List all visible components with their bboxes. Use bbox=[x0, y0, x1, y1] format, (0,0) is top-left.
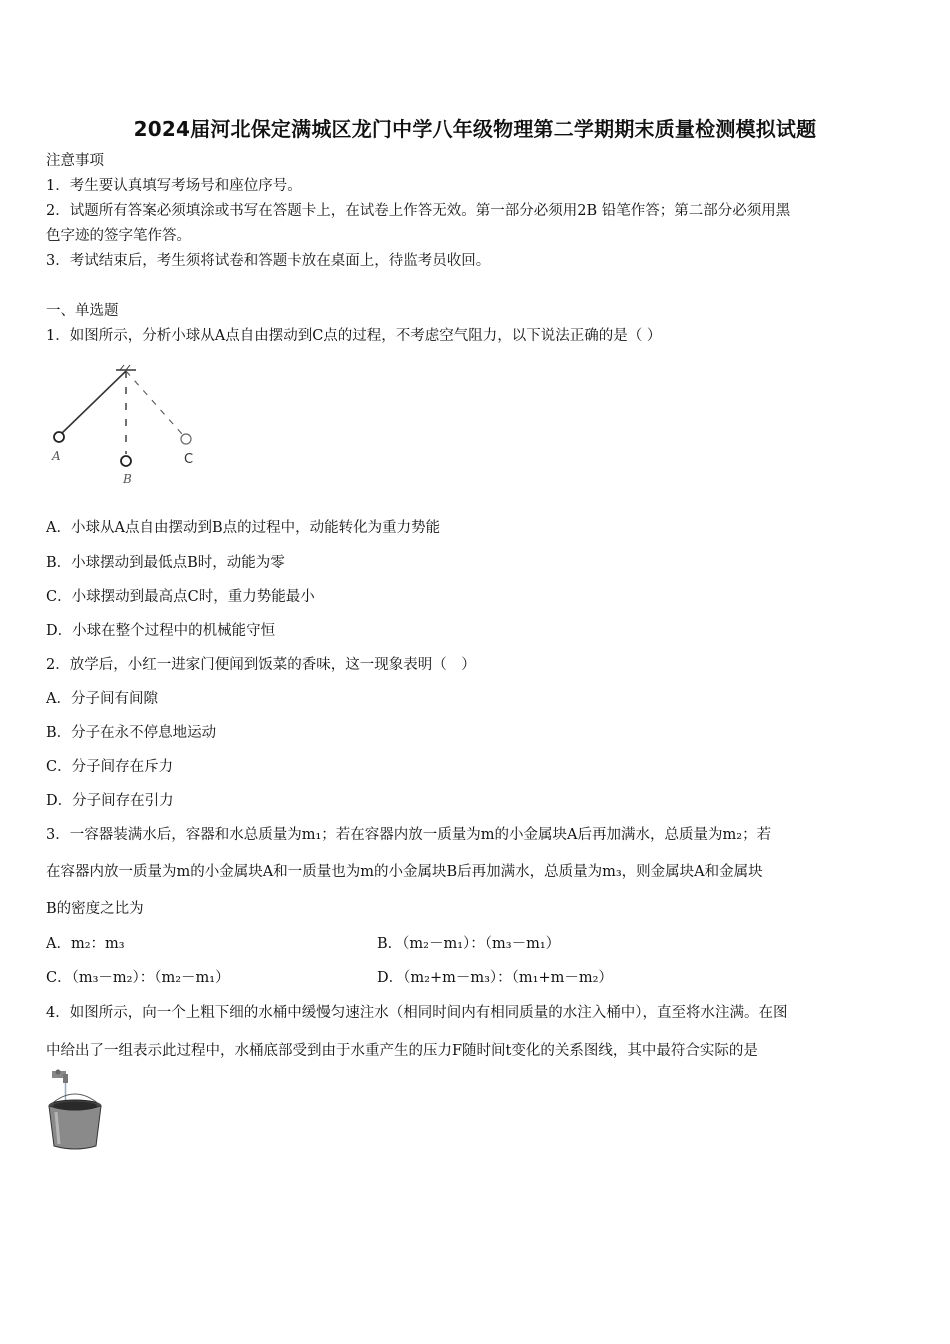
pendulum-figure bbox=[44, 362, 204, 486]
label-c: C bbox=[184, 452, 194, 467]
q1-option-c: C．小球摆动到最高点C时，重力势能最小 bbox=[46, 589, 315, 605]
q3-option-b: B．（m₂－m₁）：（m₃－m₁） bbox=[377, 936, 561, 952]
label-b: B bbox=[123, 472, 132, 486]
q2-option-d: D．分子间存在引力 bbox=[46, 793, 174, 809]
question-4-line: 4．如图所示，向一个上粗下细的水桶中缓慢匀速注水（相同时间内有相同质量的水注入桶中），直至将水注满。在图 bbox=[46, 1005, 788, 1021]
notice-item: 色字迹的签字笔作答。 bbox=[46, 228, 191, 244]
ball-c bbox=[181, 434, 191, 444]
notice-item: 3．考试结束后，考生须将试卷和答题卡放在桌面上，待监考员收回。 bbox=[46, 253, 491, 269]
ball-b bbox=[121, 456, 131, 466]
q2-option-c: C．分子间存在斥力 bbox=[46, 759, 174, 775]
page-title: 2024届河北保定满城区龙门中学八年级物理第二学期期末质量检测模拟试题 bbox=[133, 117, 817, 141]
notice-item: 2．试题所有答案必须填涂或书写在答题卡上，在试卷上作答无效。第一部分必须用2B 铅笔作答；第二部分必须用黑 bbox=[46, 203, 791, 219]
question-3-line: B的密度之比为 bbox=[46, 901, 144, 917]
bucket-figure bbox=[44, 1068, 106, 1152]
question-3-line: 在容器内放一质量为m的小金属块A和一质量也为m的小金属块B后再加满水，总质量为m₃，则金属块A和金属块 bbox=[46, 864, 763, 880]
q3-option-a: A．m₂：m₃ bbox=[46, 936, 125, 952]
q3-option-d: D．（m₂+m－m₃）：（m₁+m－m₂） bbox=[377, 970, 613, 986]
notice-heading: 注意事项 bbox=[46, 153, 104, 169]
q3-option-c: C．（m₃－m₂）：（m₂－m₁） bbox=[46, 970, 230, 986]
q2-option-a: A．分子间有间隙 bbox=[46, 691, 158, 707]
question-3-line: 3．一容器装满水后，容器和水总质量为m₁；若在容器内放一质量为m的小金属块A后再加满水，总质量为m₂；若 bbox=[46, 827, 772, 843]
section-heading: 一、单选题 bbox=[46, 303, 119, 319]
question-2-stem: 2．放学后，小红一进家门便闻到饭菜的香味，这一现象表明（ ） bbox=[46, 657, 476, 673]
ball-a bbox=[54, 432, 64, 442]
notice-item: 1．考生要认真填写考场号和座位序号。 bbox=[46, 178, 302, 194]
question-1-stem: 1．如图所示，分析小球从A点自由摆动到C点的过程，不考虑空气阻力，以下说法正确的是（ ） bbox=[46, 328, 662, 344]
q1-option-a: A．小球从A点自由摆动到B点的过程中，动能转化为重力势能 bbox=[46, 520, 441, 536]
question-4-line: 中给出了一组表示此过程中，水桶底部受到由于水重产生的压力F随时间t变化的关系图线，其中最符合实际的是 bbox=[46, 1043, 758, 1059]
q2-option-b: B．分子在永不停息地运动 bbox=[46, 725, 217, 741]
label-a: A bbox=[52, 449, 61, 463]
q1-option-d: D．小球在整个过程中的机械能守恒 bbox=[46, 623, 276, 639]
q1-option-b: B．小球摆动到最低点B时，动能为零 bbox=[46, 555, 285, 571]
